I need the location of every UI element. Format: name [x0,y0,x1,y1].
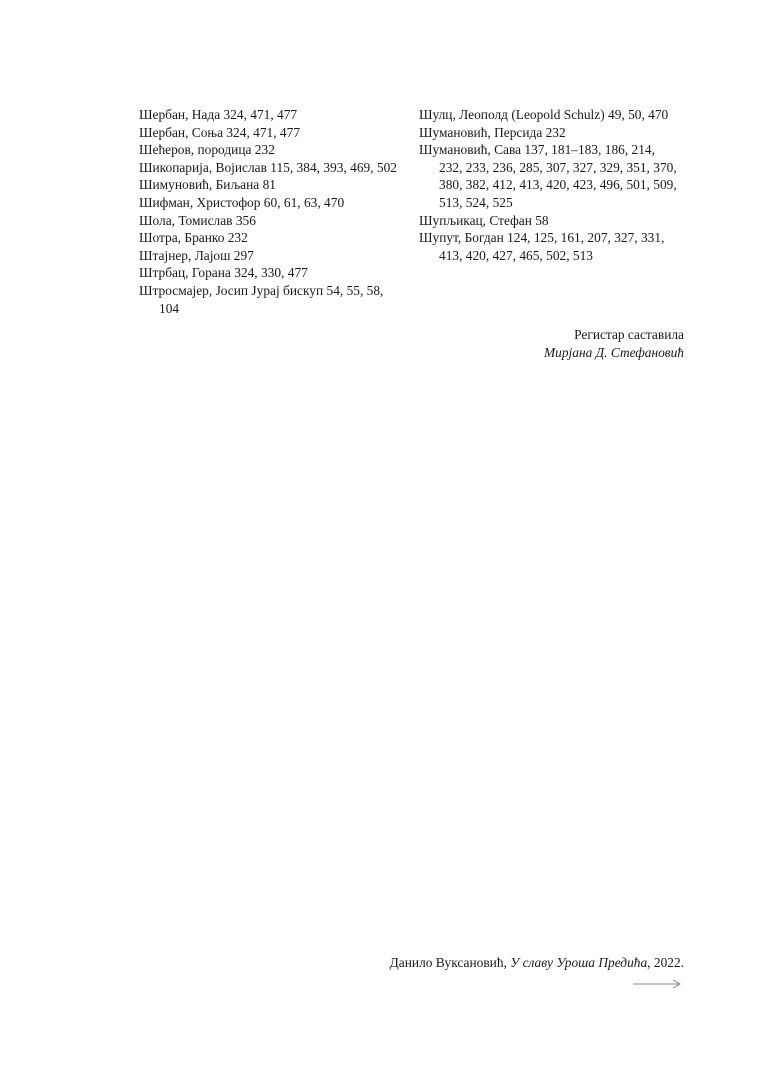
register-credits [440,326,684,361]
index-entry: Шербан, Соња 324, 471, 477 [139,124,301,140]
credits-label: Регистар саставила [574,327,684,342]
index-entry: Шупљикац, Стефан 58 [419,212,549,228]
index-entry: Шулц, Леополд (Leopold Schulz) 49, 50, 470 [419,107,669,122]
footer-book-title: У славу Уроша Предића [510,955,648,970]
footer-author: Данило Вуксановић, [389,955,511,970]
footer-year: , 2022. [647,955,684,970]
page-footer [300,954,684,972]
index-entry: Штрбац, Горана 324, 330, 477 [139,265,308,281]
index-entry: Шумановић, Сава 137, 181–183, 186, 214, 232, 233, 236, 285, 307, 327, 329, 351, 370, 380, 382, 412, 413, 420, 423, 496, 501, 509, 513, 524, 525 [419,142,677,210]
index-entry: Шупут, Богдан 124, 125, 161, 207, 327, 331, 413, 420, 427, 465, 502, 513 [419,230,665,263]
index-column-left [139,106,401,317]
index-entry: Шумановић, Персида 232 [419,124,566,140]
index-entry: Шифман, Христофор 60, 61, 63, 470 [139,194,345,210]
arrow-right-icon [632,978,682,990]
index-entry: Шимуновић, Биљана 81 [139,177,276,193]
index-entry: Штросмајер, Јосип Јурај бискуп 54, 55, 58, 104 [139,282,384,316]
index-entry: Штајнер, Лајош 297 [139,247,254,263]
credits-author-name: Мирјана Д. Стефановић [543,344,684,360]
index-entry: Шикопарија, Војислав 115, 384, 393, 469, 502 [139,159,397,175]
index-entry: Шећеров, породица 232 [139,142,275,158]
index-entry: Шотра, Бранко 232 [139,230,248,246]
index-column-right [419,106,677,264]
index-entry: Шола, Томислав 356 [139,212,256,228]
index-entry: Шербан, Нада 324, 471, 477 [139,107,298,122]
